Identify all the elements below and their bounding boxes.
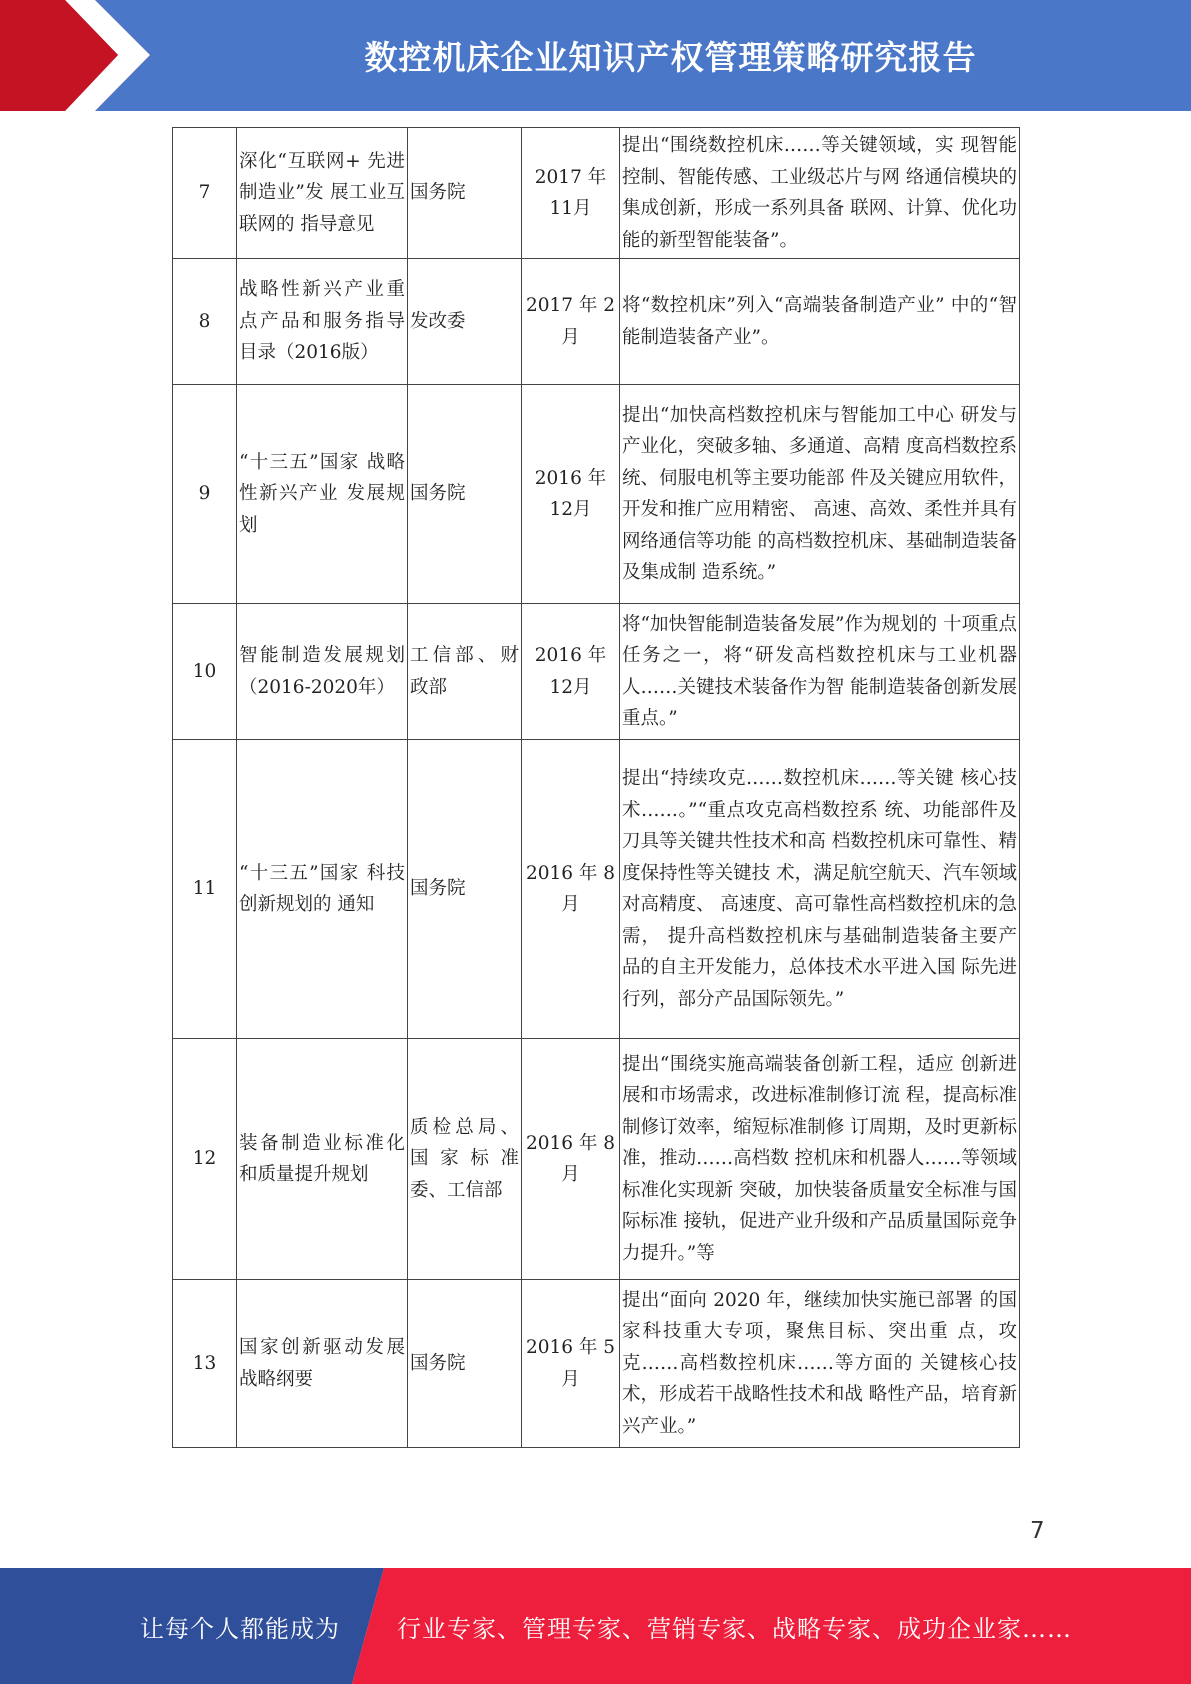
table-row — [173, 740, 1020, 1039]
footer-slogan-left: 让每个人都能成为 — [140, 1614, 340, 1643]
issuing-department: 国务院 — [408, 385, 522, 604]
issue-date: 2016 年 8 月 — [522, 740, 620, 1039]
policy-content: 提出“面向 2020 年，继续加快实施已部署 的国家科技重大专项，聚焦目标、突出重 点，攻克……高档数控机床……等方面的 关键核心技术，形成若干战略性技术和战 略性产品，培育新兴产业。” — [620, 1280, 1020, 1448]
row-number: 9 — [173, 385, 237, 604]
policy-name: 装备制造业标准化和质量提升规划 — [237, 1039, 408, 1280]
table-row — [173, 259, 1020, 385]
issuing-department: 国务院 — [408, 1280, 522, 1448]
row-number: 10 — [173, 604, 237, 740]
issue-date: 2017 年 2 月 — [522, 259, 620, 385]
policy-content: 提出“围绕实施高端装备创新工程，适应 创新进展和市场需求，改进标准制修订流 程，提高标准制修订效率，缩短标准制修 订周期，及时更新标准，推动……高档数 控机床和机器人……等领域标准化实现新 突破，加快装备质量安全标准与国际标准 接轨，促进产业升级和产品质量国际竞争 力提升。”等 — [620, 1039, 1020, 1280]
policy-content: 提出“加快高档数控机床与智能加工中心 研发与产业化，突破多轴、多通道、高精 度高档数控系统、伺服电机等主要功能部 件及关键应用软件，开发和推广应用精密、 高速、高效、柔性并具有网络通信等功能 的高档数控机床、基础制造装备及集成制 造系统。” — [620, 385, 1020, 604]
page-header — [0, 0, 1191, 111]
page-footer — [0, 1568, 1191, 1684]
issue-date: 2016 年 5 月 — [522, 1280, 620, 1448]
issue-date: 2016 年 12月 — [522, 385, 620, 604]
policy-name: 智能制造发展规划（2016-2020年） — [237, 604, 408, 740]
row-number: 13 — [173, 1280, 237, 1448]
policy-content: 提出“持续攻克……数控机床……等关键 核心技术……。”“重点攻克高档数控系 统、功能部件及刀具等关键共性技术和高 档数控机床可靠性、精度保持性等关键技 术，满足航空航天、汽车领域对高精度、 高速度、高可靠性高档数控机床的急需， 提升高档数控机床与基础制造装备主要产 品的自主开发能力，总体技术水平进入国 际先进行列，部分产品国际领先。” — [620, 740, 1020, 1039]
policy-content: 提出“围绕数控机床……等关键领域，实 现智能控制、智能传感、工业级芯片与网 络通信模块的集成创新，形成一系列具备 联网、计算、优化功能的新型智能装备”。 — [620, 128, 1020, 259]
row-number: 8 — [173, 259, 237, 385]
row-number: 12 — [173, 1039, 237, 1280]
footer-slogan-right: 行业专家、管理专家、营销专家、战略专家、成功企业家…… — [397, 1614, 1072, 1643]
row-number: 7 — [173, 128, 237, 259]
row-number: 11 — [173, 740, 237, 1039]
table-row — [173, 1280, 1020, 1448]
policy-name: 战略性新兴产业重点产品和服务指导目录（2016版） — [237, 259, 408, 385]
table-row — [173, 604, 1020, 740]
issue-date: 2016 年 8 月 — [522, 1039, 620, 1280]
table-row — [173, 1039, 1020, 1280]
policy-name: 国家创新驱动发展战略纲要 — [237, 1280, 408, 1448]
policy-name: “十三五”国家 科技创新规划的 通知 — [237, 740, 408, 1039]
table-row — [173, 128, 1020, 259]
issuing-department: 质检总局、国家标准委、工信部 — [408, 1039, 522, 1280]
report-title: 数控机床企业知识产权管理策略研究报告 — [364, 38, 977, 77]
policy-content: 将“数控机床”列入“高端装备制造产业” 中的“智能制造装备产业”。 — [620, 259, 1020, 385]
issuing-department: 国务院 — [408, 128, 522, 259]
policy-content: 将“加快智能制造装备发展”作为规划的 十项重点任务之一，将“研发高档数控机床与工业机器人……关键技术装备作为智 能制造装备创新发展重点。” — [620, 604, 1020, 740]
table-row — [173, 385, 1020, 604]
policy-name: “十三五”国家 战略性新兴产业 发展规划 — [237, 385, 408, 604]
issuing-department: 发改委 — [408, 259, 522, 385]
issuing-department: 国务院 — [408, 740, 522, 1039]
policy-table — [172, 127, 1020, 1448]
issue-date: 2016 年 12月 — [522, 604, 620, 740]
issue-date: 2017 年 11月 — [522, 128, 620, 259]
page-number: 7 — [1030, 1518, 1045, 1544]
policy-name: 深化“互联网+ 先进制造业”发 展工业互联网的 指导意见 — [237, 128, 408, 259]
issuing-department: 工信部、财政部 — [408, 604, 522, 740]
